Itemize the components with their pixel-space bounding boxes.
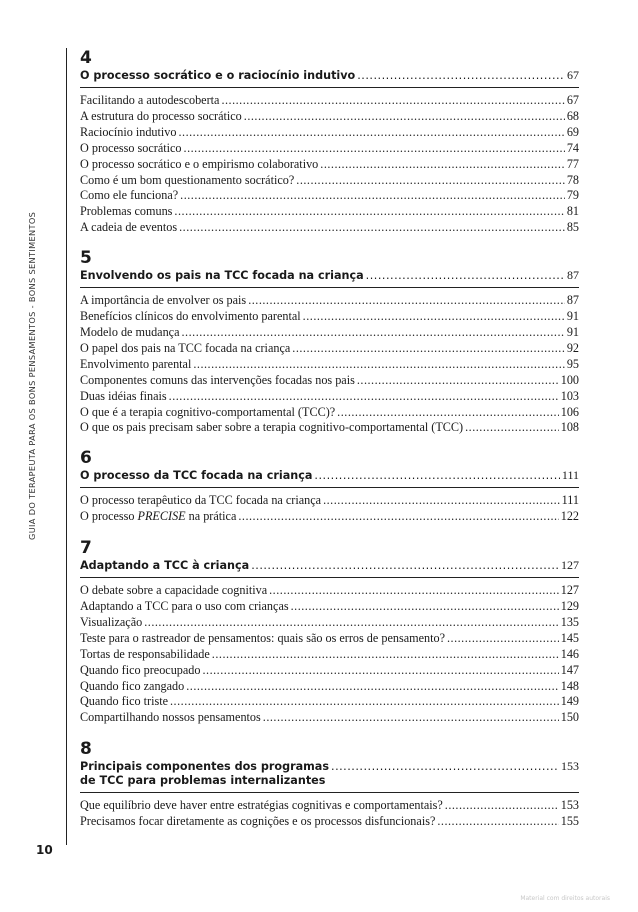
entry-title: O processo terapêutico da TCC focada na criança xyxy=(80,493,322,508)
entry-page: 106 xyxy=(560,404,579,419)
dot-leader xyxy=(447,631,559,647)
dot-leader xyxy=(366,269,565,283)
entry-title: Como é um bom questionamento socrático? xyxy=(80,172,295,187)
toc-entry[interactable] xyxy=(80,157,579,173)
entry-title: Facilitando a autodescoberta xyxy=(80,93,220,107)
chapter-6 xyxy=(80,448,579,525)
entry-title: Teste para o rastreador de pensamentos: quais são os erros de pensamento? xyxy=(80,630,445,645)
entry-title: A importância de envolver os pais xyxy=(80,293,247,308)
toc-entry[interactable] xyxy=(80,141,579,157)
entry-page: 87 xyxy=(566,293,579,308)
chapter-number: 5 xyxy=(80,248,92,269)
dot-leader xyxy=(357,69,565,83)
entry-title: Componentes comuns das intervenções focadas nos pais xyxy=(80,372,355,387)
entry-title: Envolvimento parental xyxy=(80,356,192,371)
entry-title: Quando fico zangado xyxy=(80,678,185,693)
entry-page: 78 xyxy=(566,172,579,187)
dot-leader xyxy=(184,141,565,157)
entry-page: 146 xyxy=(560,646,579,661)
chapter-5 xyxy=(80,248,579,436)
toc-entry[interactable] xyxy=(80,694,579,710)
toc-entry[interactable] xyxy=(80,373,579,389)
entry-title: Problemas comuns xyxy=(80,204,173,219)
dot-leader xyxy=(314,469,559,483)
dot-leader xyxy=(296,173,565,189)
entry-title: Quando fico triste xyxy=(80,694,168,709)
entry-page: 153 xyxy=(560,798,579,813)
entry-title: O processo socrático xyxy=(80,140,182,155)
entry-page: 81 xyxy=(566,204,579,219)
toc-entry[interactable] xyxy=(80,583,579,599)
toc-entry[interactable] xyxy=(80,647,579,663)
dot-leader xyxy=(244,109,565,125)
entry-title: O debate sobre a capacidade cognitiva xyxy=(80,583,268,598)
dot-leader xyxy=(331,760,559,774)
chapter-4 xyxy=(80,48,579,236)
entry-page: 91 xyxy=(566,309,579,324)
entry-page: 100 xyxy=(560,372,579,387)
entry-page: 67 xyxy=(566,93,579,107)
toc-entry[interactable] xyxy=(80,798,579,814)
dot-leader xyxy=(337,405,559,421)
entry-title: A cadeia de eventos xyxy=(80,220,178,235)
dot-leader xyxy=(292,341,565,357)
dot-leader xyxy=(193,357,564,373)
dot-leader xyxy=(437,814,558,830)
chapter-page: 111 xyxy=(561,468,579,483)
entry-title: O papel dos pais na TCC focada na criança xyxy=(80,340,291,355)
entry-page: 149 xyxy=(560,694,579,709)
chapter-title-row[interactable] xyxy=(80,759,579,793)
entry-page: 95 xyxy=(566,356,579,371)
entry-title: Quando fico preocupado xyxy=(80,662,201,677)
chapter-page: 127 xyxy=(561,558,579,573)
running-header: GUIA DO TERAPEUTA PARA OS BONS PENSAMENTOS - BONS SENTIMENTOS xyxy=(27,211,37,540)
chapter-8 xyxy=(80,739,579,830)
entry-page: 69 xyxy=(566,124,579,139)
dot-leader xyxy=(263,710,559,726)
toc-entry[interactable] xyxy=(80,663,579,679)
chapter-page: 87 xyxy=(567,268,579,283)
entry-title-italic: PRECISE xyxy=(137,509,186,524)
entry-title xyxy=(80,509,236,525)
dot-leader xyxy=(269,583,559,599)
dot-leader xyxy=(174,204,564,220)
entry-title: Visualização xyxy=(80,614,143,629)
dot-leader xyxy=(357,373,559,389)
entry-page: 147 xyxy=(560,662,579,677)
entry-title: O que é a terapia cognitivo-comportamental (TCC)? xyxy=(80,404,336,419)
toc-entry[interactable] xyxy=(80,405,579,421)
chapter-number: 8 xyxy=(80,739,92,760)
dot-leader xyxy=(323,493,560,509)
toc-entry[interactable] xyxy=(80,188,579,204)
toc-entry[interactable] xyxy=(80,293,579,309)
entry-page: 148 xyxy=(560,678,579,693)
dot-leader xyxy=(169,389,559,405)
toc-entry[interactable] xyxy=(80,173,579,189)
toc-entry[interactable] xyxy=(80,93,579,109)
toc-entry[interactable] xyxy=(80,309,579,325)
entry-title: O processo socrático e o empirismo colaborativo xyxy=(80,156,319,171)
entry-title-before: O processo xyxy=(80,509,138,524)
table-of-contents xyxy=(80,48,579,830)
entry-page: 68 xyxy=(566,108,579,123)
chapter-page: 153 xyxy=(561,759,579,774)
chapter-7 xyxy=(80,538,579,726)
chapter-title: Adaptando a TCC à criança xyxy=(80,559,250,573)
entry-title: Precisamos focar diretamente as cognições e os processos disfuncionais? xyxy=(80,814,436,829)
chapter-number: 4 xyxy=(80,48,92,68)
toc-entry[interactable] xyxy=(80,710,579,726)
dot-leader xyxy=(186,679,558,695)
dot-leader xyxy=(291,599,559,615)
entry-page: 74 xyxy=(566,140,579,155)
chapter-title-row[interactable] xyxy=(80,268,579,288)
entry-page: 77 xyxy=(566,156,579,171)
entry-page: 155 xyxy=(560,814,579,829)
entry-title: O que os pais precisam saber sobre a terapia cognitivo-comportamental (TCC) xyxy=(80,420,464,435)
toc-entry[interactable] xyxy=(80,220,579,236)
chapter-title-row[interactable] xyxy=(80,468,579,488)
dot-leader xyxy=(178,125,564,141)
chapter-number: 7 xyxy=(80,538,92,559)
toc-entry[interactable] xyxy=(80,493,579,509)
chapter-number: 6 xyxy=(80,448,92,469)
toc-entry[interactable] xyxy=(80,599,579,615)
entry-title: Como ele funciona? xyxy=(80,188,179,203)
entry-title: Que equilíbrio deve haver entre estratégias cognitivas e comportamentais? xyxy=(80,798,443,813)
dot-leader xyxy=(238,509,558,525)
entry-page: 127 xyxy=(560,583,579,598)
dot-leader xyxy=(170,694,559,710)
dot-leader xyxy=(248,293,565,309)
chapter-title-row[interactable] xyxy=(80,68,579,88)
dot-leader xyxy=(251,559,559,573)
margin-rule xyxy=(66,48,67,845)
chapter-title: O processo da TCC focada na criança xyxy=(80,469,313,483)
toc-entry[interactable] xyxy=(80,357,579,373)
dot-leader xyxy=(182,325,565,341)
dot-leader xyxy=(144,615,559,631)
chapter-title: O processo socrático e o raciocínio indutivo xyxy=(80,69,356,82)
chapter-page: 67 xyxy=(567,68,579,82)
entry-page: 150 xyxy=(560,710,579,725)
toc-entry[interactable] xyxy=(80,679,579,695)
page-number: 10 xyxy=(36,843,53,857)
watermark: Material com direitos autorais xyxy=(520,895,610,902)
entry-page: 92 xyxy=(566,340,579,355)
entry-title: Tortas de responsabilidade xyxy=(80,646,210,661)
entry-title: Benefícios clínicos do envolvimento parental xyxy=(80,309,301,324)
dot-leader xyxy=(212,647,559,663)
toc-entry[interactable] xyxy=(80,509,579,525)
entry-page: 108 xyxy=(560,420,579,435)
entry-page: 135 xyxy=(560,614,579,629)
entry-page: 111 xyxy=(561,493,579,508)
dot-leader xyxy=(445,798,559,814)
entry-title: Raciocínio indutivo xyxy=(80,124,177,139)
toc-entry[interactable] xyxy=(80,125,579,141)
entry-title: Compartilhando nossos pensamentos xyxy=(80,710,261,725)
dot-leader xyxy=(180,188,565,204)
chapter-title: Envolvendo os pais na TCC focada na criança xyxy=(80,269,364,283)
chapter-title: Principais componentes dos programas de TCC para problemas internalizantes xyxy=(80,760,330,788)
dot-leader xyxy=(303,309,565,325)
entry-page: 103 xyxy=(560,388,579,403)
dot-leader xyxy=(221,93,564,109)
entry-title: Duas idéias finais xyxy=(80,388,167,403)
dot-leader xyxy=(465,420,559,436)
toc-entry[interactable] xyxy=(80,325,579,341)
entry-title: Modelo de mudança xyxy=(80,324,180,339)
dot-leader xyxy=(202,663,558,679)
entry-page: 79 xyxy=(566,188,579,203)
entry-page: 129 xyxy=(560,599,579,614)
chapter-title-row[interactable] xyxy=(80,558,579,578)
toc-entry[interactable] xyxy=(80,814,579,830)
toc-entry[interactable] xyxy=(80,615,579,631)
entry-title-after: na prática xyxy=(185,509,237,524)
toc-entry[interactable] xyxy=(80,631,579,647)
entry-page: 122 xyxy=(560,509,579,524)
entry-page: 85 xyxy=(566,220,579,235)
entry-title: A estrutura do processo socrático xyxy=(80,108,242,123)
entry-title: Adaptando a TCC para o uso com crianças xyxy=(80,599,289,614)
dot-leader xyxy=(320,157,565,173)
entry-page: 145 xyxy=(560,630,579,645)
toc-entry[interactable] xyxy=(80,420,579,436)
toc-entry[interactable] xyxy=(80,204,579,220)
entry-page: 91 xyxy=(566,324,579,339)
toc-entry[interactable] xyxy=(80,109,579,125)
toc-entry[interactable] xyxy=(80,341,579,357)
toc-entry[interactable] xyxy=(80,389,579,405)
dot-leader xyxy=(179,220,565,236)
